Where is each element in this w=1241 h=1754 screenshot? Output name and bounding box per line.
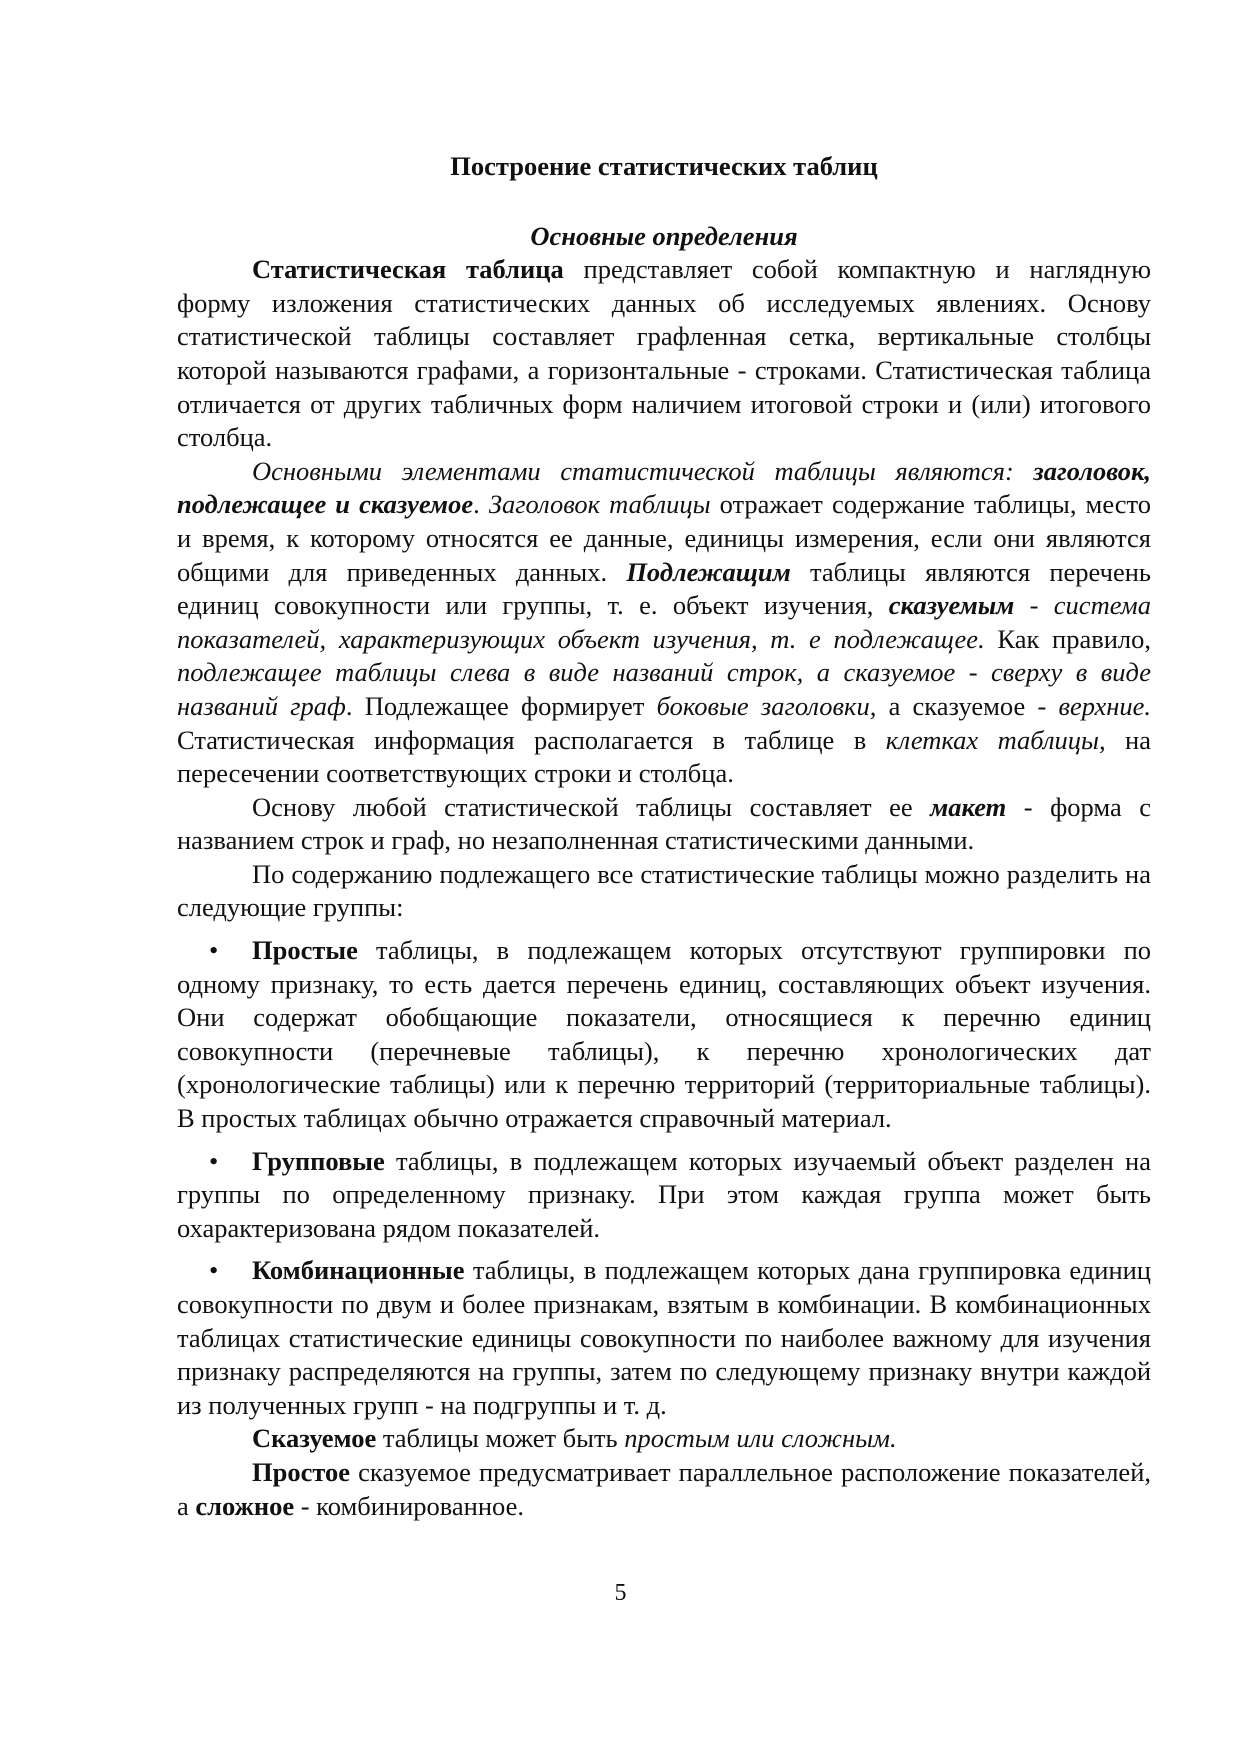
term-layout: макет xyxy=(930,791,1007,822)
simple-predicate-text: сказуемое предусматривает параллельное расположение показателей, а xyxy=(177,1456,1151,1521)
bullet-icon: • xyxy=(209,1145,219,1176)
list-item-combination xyxy=(177,1254,1151,1422)
list-item-group xyxy=(177,1145,1151,1246)
page-body xyxy=(177,150,1151,1523)
rule-dash: - xyxy=(955,657,992,688)
bullet-icon: • xyxy=(209,935,219,966)
paragraph-predicate xyxy=(177,1422,1151,1456)
term-predicate-title: Сказуемое xyxy=(252,1423,377,1454)
term-statistical-table: Статистическая таблица xyxy=(252,254,564,285)
subject-text: таблицы являются перечень единиц совокупности или группы, т. е. объект изучения, xyxy=(177,556,1151,621)
elements-list: заголовок, подлежащее и сказуемое xyxy=(177,455,1152,520)
bullet-icon: • xyxy=(209,1255,219,1286)
term-predicate: сказуемым xyxy=(888,590,1015,621)
paragraph-layout xyxy=(177,791,1151,858)
group-text: таблицы, в подлежащем которых изучаемый объект разделен на группы по определенному признаку. При этом каждая группа может быть охарактеризована рядом показателей. xyxy=(177,1145,1151,1243)
elements-intro: Основными элементами статистической таблицы являются: xyxy=(252,455,1014,486)
heading-text: отражает содержание таблицы, место и время, к которому относятся ее данные, единицы измерения, если они являются общими для приведенных данных. xyxy=(177,489,1151,587)
predicate-dash: - xyxy=(1014,590,1054,621)
top-headers: верхние. xyxy=(1058,690,1152,721)
rule-part-2: сверху в виде названий граф xyxy=(177,657,1151,721)
predicate-text: таблицы может быть xyxy=(376,1423,625,1454)
paragraph-simple-complex xyxy=(177,1456,1151,1523)
definition-text: представляет собой компактную и наглядную форму изложения статистических данных об исследуемых явлениях. Основу статистической таблицы составляет графленная сетка, вертикальные столбцы которой называются графами, а горизонтальные - строками. Статистическая таблица отличается от других табличных форм наличием итоговой строки и (или) итогового столбца. xyxy=(177,254,1151,453)
list-item-simple xyxy=(177,934,1151,1136)
term-group: Групповые xyxy=(252,1145,385,1176)
term-heading: Заголовок таблицы xyxy=(488,489,711,520)
page-number: 5 xyxy=(614,1580,627,1606)
sentence-c: Статистическая информация располагается в таблице в xyxy=(177,724,886,755)
predicate-types: простым или сложным. xyxy=(624,1423,897,1454)
side-headers: боковые заголовки, xyxy=(656,690,877,721)
table-cells: клетках таблицы, xyxy=(885,724,1106,755)
elements-dot: . xyxy=(473,489,480,520)
predicate-definition: система показателей, характеризующих объект изучения, т. е подлежащее. xyxy=(177,590,1151,654)
section-subtitle: Основные определения xyxy=(530,220,798,251)
paragraph-groups-intro: По содержанию подлежащего все статистические таблицы можно разделить на следующие группы: xyxy=(177,858,1151,923)
term-subject: Подлежащим xyxy=(626,556,791,587)
rule-part-1: подлежащее таблицы слева в виде названий строк, а сказуемое xyxy=(177,657,956,688)
term-simple: Простые xyxy=(252,935,358,966)
simple-text: таблицы, в подлежащем которых отсутствуют группировки по одному признаку, то есть дается перечень единиц, составляющих объект изучения. Они содержат обобщающие показатели, относящиеся к перечню единиц совокупности (перечневые таблицы), к перечню хронологических дат (хронологические таблицы) или к перечню территорий (территориальные таблицы). В простых таблицах обычно отражается справочный материал. xyxy=(177,935,1151,1134)
page-title: Построение статистических таблиц xyxy=(450,151,878,181)
paragraph-definition xyxy=(177,253,1151,455)
sentence-b: а сказуемое - xyxy=(876,690,1059,721)
sentence-a: . Подлежащее формирует xyxy=(345,690,657,721)
complex-predicate-text: - комбинированное. xyxy=(294,1490,525,1521)
term-combination: Комбинационные xyxy=(252,1255,465,1286)
layout-lead: Основу любой статистической таблицы составляет ее xyxy=(252,791,931,822)
layout-text: - форма с названием строк и граф, но незаполненная статистическими данными. xyxy=(177,791,1151,856)
term-simple-predicate: Простое xyxy=(252,1456,351,1487)
term-complex-predicate: сложное xyxy=(195,1490,295,1521)
rule-lead: Как правило, xyxy=(984,623,1151,654)
combination-text: таблицы, в подлежащем которых дана группировка единиц совокупности по двум и более признакам, взятым в комбинации. В комбинационных таблицах статистические единицы совокупности по наиболее важному для изучения признаку распределяются на группы, затем по следующему признаку внутри каждой из полученных групп - на подгруппы и т. д. xyxy=(177,1255,1151,1420)
paragraph-elements xyxy=(177,455,1151,791)
sentence-d: на пересечении соответствующих строки и столбца. xyxy=(177,724,1151,789)
